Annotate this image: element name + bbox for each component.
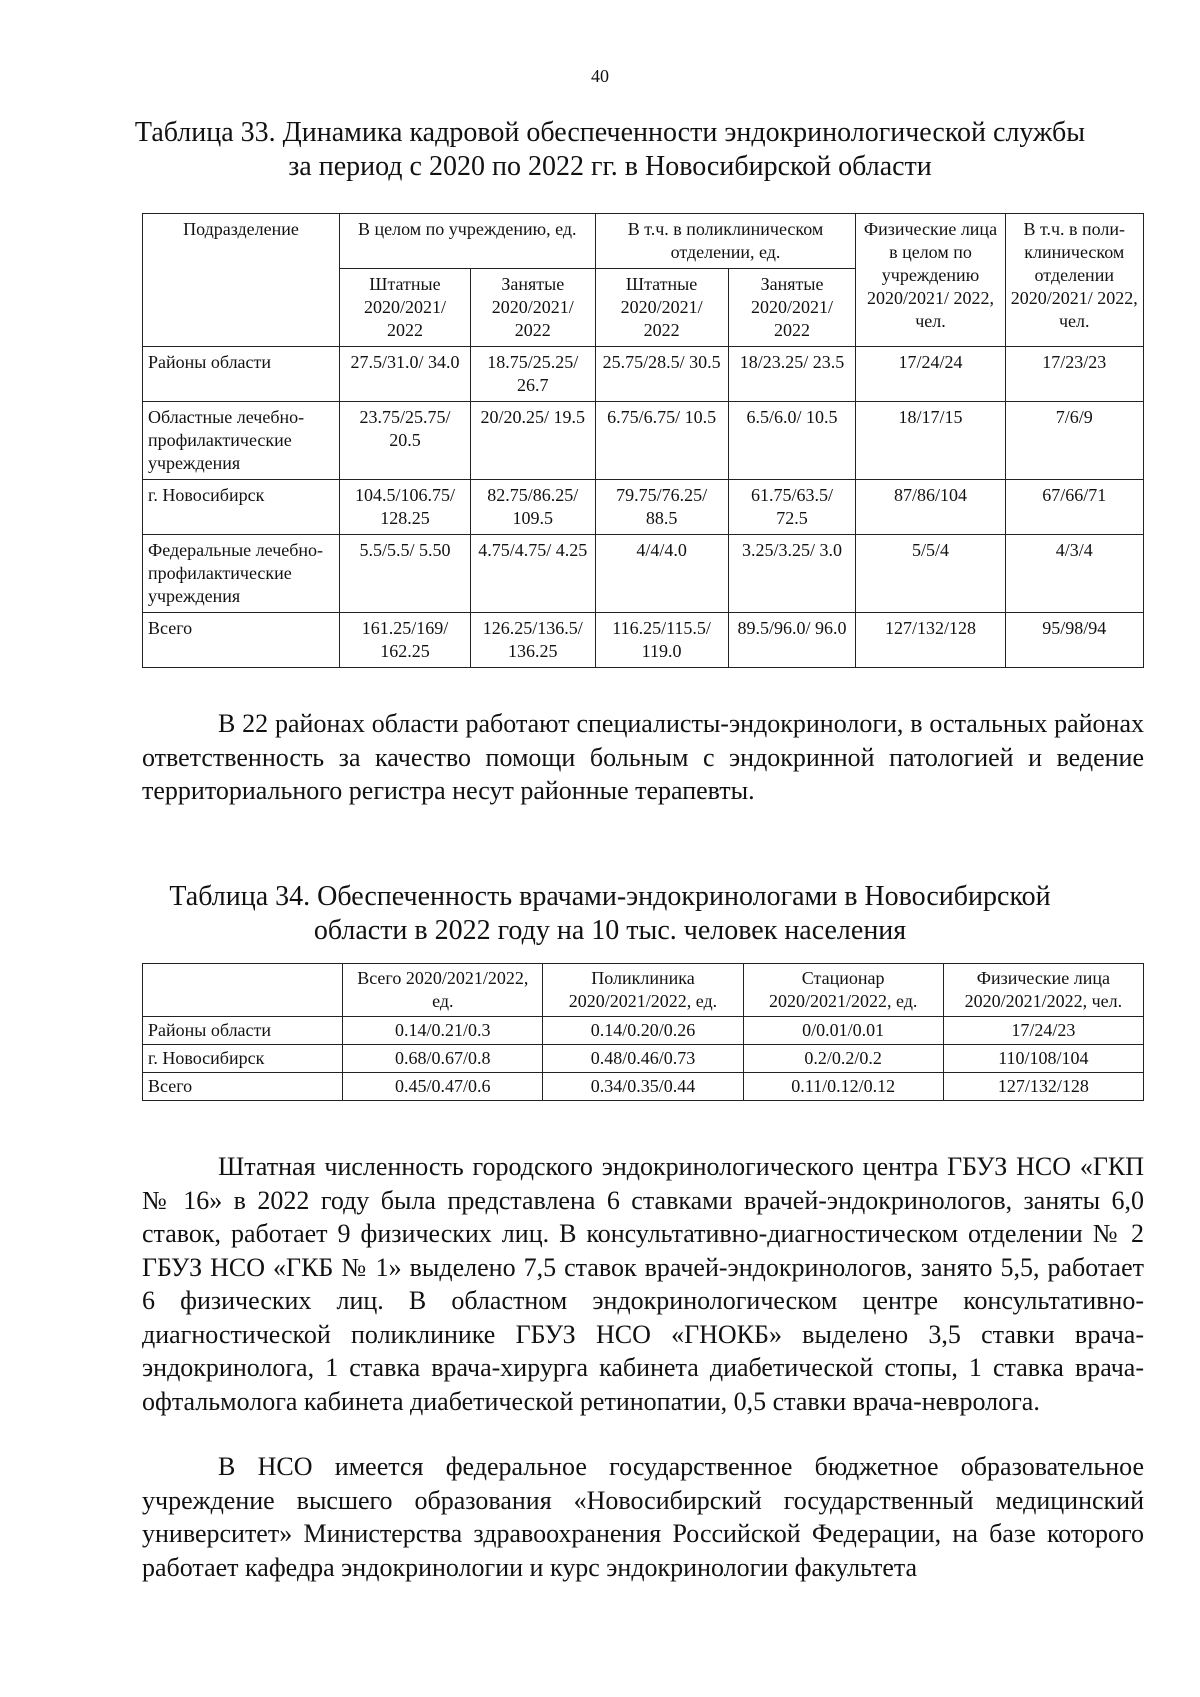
- table-cell: 0.34/0.35/0.44: [543, 1073, 743, 1101]
- table-row-total: [143, 1073, 1144, 1101]
- table-cell: 95/98/94: [1005, 613, 1143, 668]
- table-cell: 25.75/28.5/ 30.5: [595, 347, 728, 402]
- header-empty: [143, 964, 343, 1017]
- table-cell: 79.75/76.25/ 88.5: [595, 480, 728, 535]
- paragraph-medical-university: В НСО имеется федеральное государственное бюджетное образовательное учреждение высшего образования «Новосибирский государственный медицинский университет» Министерства здравоохранения Российской Федерации, на базе которого работает кафедра эндокринологии и курс эндокринологии факультета: [142, 1452, 1144, 1582]
- row-label: г. Новосибирск: [143, 1045, 343, 1073]
- row-label: Всего: [143, 1073, 343, 1101]
- table-cell: 89.5/96.0/ 96.0: [728, 613, 856, 668]
- table-cell: 20/20.25/ 19.5: [470, 402, 595, 480]
- table-row-total: [143, 613, 1144, 668]
- table-row: [143, 1017, 1144, 1045]
- table-cell: 0.14/0.20/0.26: [543, 1017, 743, 1045]
- table-cell: 4.75/4.75/ 4.25: [470, 535, 595, 613]
- table34-caption: Таблица 34. Обеспеченность врачами-эндокринологами в Новосибирской области в 2022 году на 10 тыс. человек населения: [169, 881, 1051, 946]
- table-row: [143, 535, 1144, 613]
- table-cell: 87/86/104: [856, 480, 1005, 535]
- table-cell: 0.45/0.47/0.6: [343, 1073, 543, 1101]
- table-cell: 116.25/115.5/ 119.0: [595, 613, 728, 668]
- table-cell: 0.11/0.12/0.12: [743, 1073, 943, 1101]
- paragraph-endocrinologists-districts: В 22 районах области работают специалисты-эндокринологи, в остальных районах ответственность за качество помощи больным с эндокринной патологией и ведение территориального регистра несут районные терапевты.: [142, 709, 1144, 805]
- table-cell: 0.2/0.2/0.2: [743, 1045, 943, 1073]
- row-label: г. Новосибирск: [143, 480, 340, 535]
- table-row: [143, 402, 1144, 480]
- staffing-dynamics-table: [142, 213, 1144, 668]
- table-cell: 5.5/5.5/ 5.50: [339, 535, 470, 613]
- page-number: 40: [591, 66, 609, 86]
- table-row: [143, 347, 1144, 402]
- table-cell: 4/4/4.0: [595, 535, 728, 613]
- table-cell: 18/17/15: [856, 402, 1005, 480]
- table-cell: 110/108/104: [943, 1045, 1143, 1073]
- table-cell: 0.14/0.21/0.3: [343, 1017, 543, 1045]
- row-label: Всего: [143, 613, 340, 668]
- table-cell: 18.75/25.25/ 26.7: [470, 347, 595, 402]
- header-physical-persons-clinic: В т.ч. в поли-клиническом отделении 2020/2021/ 2022, чел.: [1005, 214, 1143, 347]
- table-header-row: [143, 964, 1144, 1017]
- header-physical-persons: Физические лица 2020/2021/2022, чел.: [943, 964, 1143, 1017]
- header-total: Всего 2020/2021/2022, ед.: [343, 964, 543, 1017]
- table-cell: 27.5/31.0/ 34.0: [339, 347, 470, 402]
- table-cell: 23.75/25.75/ 20.5: [339, 402, 470, 480]
- table-cell: 126.25/136.5/ 136.25: [470, 613, 595, 668]
- table-cell: 104.5/106.75/ 128.25: [339, 480, 470, 535]
- row-label: Районы области: [143, 1017, 343, 1045]
- paragraph-staffing-centers: Штатная численность городского эндокринологического центра ГБУЗ НСО «ГКП № 16» в 2022 году была представлена 6 ставками врачей-эндокринологов, заняты 6,0 ставок, работает 9 физических лиц. В консультативно-диагностическом отделении № 2 ГБУЗ НСО «ГКБ № 1» выделено 7,5 ставок врачей-эндокринологов, занято 5,5, работает 6 физических лиц. В областном эндокринологическом центре консультативно-диагностической поликлинике ГБУЗ НСО «ГНОКБ» выделено 3,5 ставки врача-эндокринолога, 1 ставка врача-хирурга кабинета диабетической стопы, 1 ставка врача-офтальмолога кабинета диабетической ретинопатии, 0,5 ставки врача-невролога.: [142, 1152, 1144, 1416]
- header-subdivision: Подразделение: [143, 214, 340, 347]
- row-label: Областные лечебно-профилактические учреждения: [143, 402, 340, 480]
- table-cell: 18/23.25/ 23.5: [728, 347, 856, 402]
- endocrinologist-provision-table: [142, 963, 1144, 1101]
- table-cell: 5/5/4: [856, 535, 1005, 613]
- header-clinic: Поликлиника 2020/2021/2022, ед.: [543, 964, 743, 1017]
- row-label: Районы области: [143, 347, 340, 402]
- table-cell: 7/6/9: [1005, 402, 1143, 480]
- table-cell: 6.75/6.75/ 10.5: [595, 402, 728, 480]
- table-cell: 17/23/23: [1005, 347, 1143, 402]
- row-label: Федеральные лечебно-профилактические учреждения: [143, 535, 340, 613]
- header-hospital: Стационар 2020/2021/2022, ед.: [743, 964, 943, 1017]
- table-cell: 17/24/23: [943, 1017, 1143, 1045]
- table-cell: 0/0.01/0.01: [743, 1017, 943, 1045]
- table-cell: 0.68/0.67/0.8: [343, 1045, 543, 1073]
- header-clinic-department: В т.ч. в поликлиническом отделении, ед.: [595, 214, 856, 269]
- table-cell: 61.75/63.5/ 72.5: [728, 480, 856, 535]
- table-cell: 127/132/128: [943, 1073, 1143, 1101]
- table-cell: 17/24/24: [856, 347, 1005, 402]
- header-whole-institution: В целом по учреждению, ед.: [339, 214, 595, 269]
- header-clinic-staff-positions: Штатные 2020/2021/ 2022: [595, 269, 728, 347]
- table-row: [143, 1045, 1144, 1073]
- table-cell: 3.25/3.25/ 3.0: [728, 535, 856, 613]
- table-row: [143, 480, 1144, 535]
- table-cell: 6.5/6.0/ 10.5: [728, 402, 856, 480]
- table-cell: 127/132/128: [856, 613, 1005, 668]
- header-clinic-occupied-positions: Занятые 2020/2021/ 2022: [728, 269, 856, 347]
- table-header-row: [143, 214, 1144, 269]
- table-cell: 82.75/86.25/ 109.5: [470, 480, 595, 535]
- table-cell: 161.25/169/ 162.25: [339, 613, 470, 668]
- table-cell: 67/66/71: [1005, 480, 1143, 535]
- header-occupied-positions: Занятые 2020/2021/ 2022: [470, 269, 595, 347]
- header-staff-positions: Штатные 2020/2021/ 2022: [339, 269, 470, 347]
- table-cell: 0.48/0.46/0.73: [543, 1045, 743, 1073]
- header-physical-persons-whole: Физические лица в целом по учреждению 2020/2021/ 2022, чел.: [856, 214, 1005, 347]
- table33-caption: Таблица 33. Динамика кадровой обеспеченности эндокринологической службы за период с 2020 по 2022 гг. в Новосибирской области: [134, 117, 1086, 182]
- table-cell: 4/3/4: [1005, 535, 1143, 613]
